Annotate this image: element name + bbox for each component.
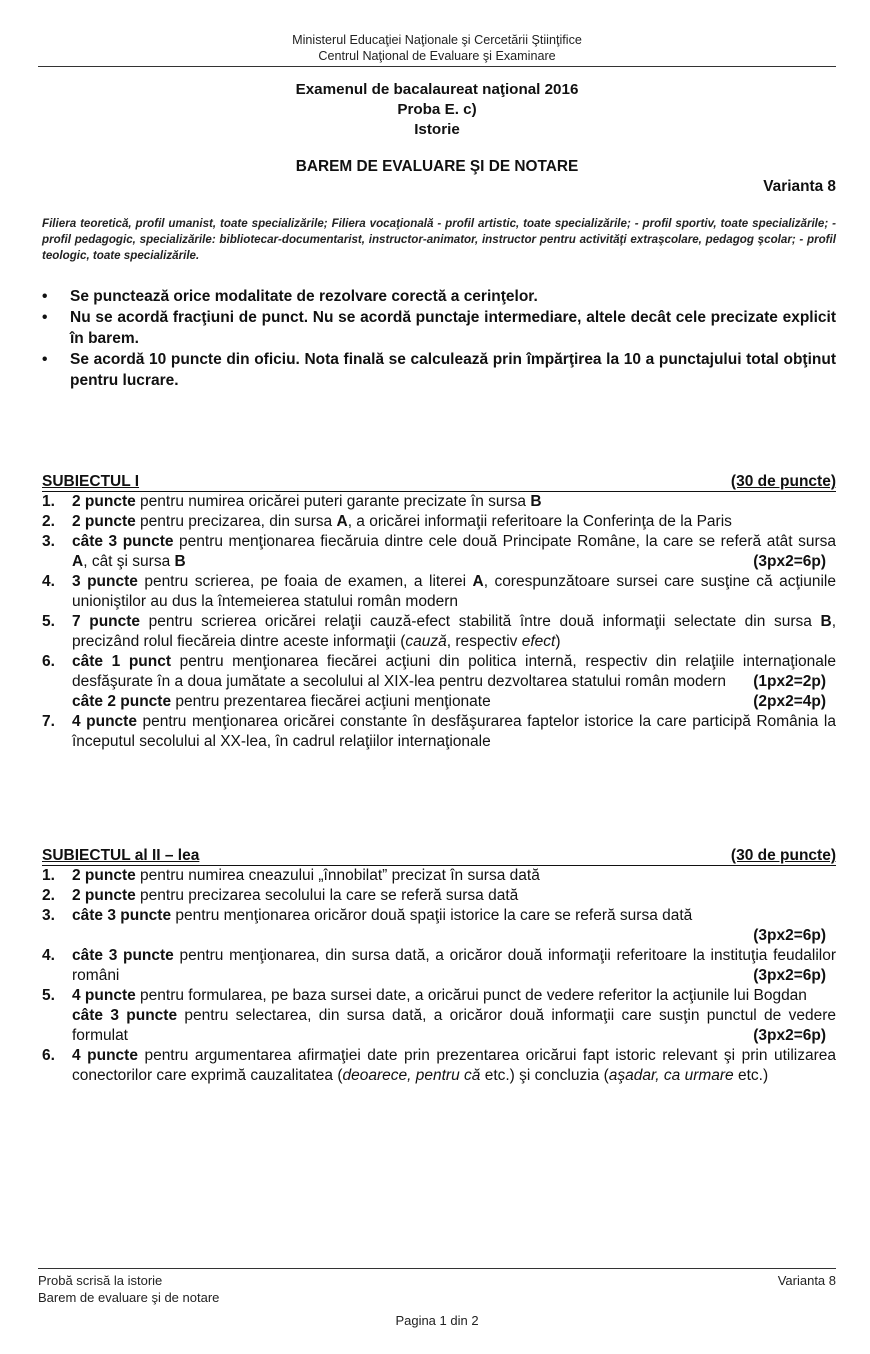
exam-title-block [38,80,836,140]
rule-item: • Se acordă 10 puncte din oficiu. Nota finală se calculează prin împărţirea la 10 a punctajului total obţinut pentru lucrare. [42,351,836,389]
document-header [38,32,836,67]
list-item: 7. 4 puncte pentru menţionarea oricărei constante în desfăşurarea faptelor istorice la care participă România la începutul secolului al XX-lea, în cadrul relaţiilor internaţionale [42,713,836,750]
bullet-icon: • [42,309,48,326]
subject-2-items [42,866,836,1086]
subject-1-header [42,473,836,492]
points-value: (3px2=6p) [753,1027,826,1044]
points-value: (3px2=6p) [753,967,826,984]
footer-exam-name: Probă scrisă la istorie [38,1273,163,1288]
subject-1 [42,473,836,752]
footer-variant: Varianta 8 [777,1273,836,1288]
rule-item: • Nu se acordă fracţiuni de punct. Nu se acordă punctaje intermediare, altele decât cele precizate explicit în barem. [42,309,836,347]
variant-label: Varianta 8 [763,178,836,195]
center-name: Centrul Naţional de Evaluare şi Examinare [318,49,556,63]
points-value: (1px2=2p) [753,673,826,690]
list-item: 1. 2 puncte pentru numirea oricărei puteri garante precizate în sursa B [42,493,542,510]
rule-item: • Se punctează orice modalitate de rezolvare corectă a cerinţelor. [42,288,538,305]
exam-title: Examenul de bacalaureat naţional 2016 [295,81,579,98]
document-footer [38,1268,836,1329]
rules-list [42,286,836,391]
points-value: (2px2=4p) [753,693,826,710]
subject-1-items [42,492,836,752]
list-item: 2. 2 puncte pentru precizarea secolului la care se referă sursa dată [42,887,519,904]
footer-barem-name: Barem de evaluare şi de notare [38,1290,220,1305]
subject-1-points: (30 de puncte) [730,473,836,490]
list-item: 4. 3 puncte pentru scrierea, pe foaia de examen, a literei A, corespunzătoare sursei care susţine că acţiunile unioniştilor au dus la întemeierea statului român modern [42,573,836,610]
exam-subject: Istorie [414,121,460,138]
list-item: 4. câte 3 puncte pentru menţionarea, din sursa dată, a oricăror două informaţii referitoare la instituţia feudalilor români (3px2=6p) [42,947,836,984]
points-value: (3px2=6p) [753,927,826,944]
ministry-name: Ministerul Educaţiei Naţionale şi Cercetării Ştiinţifice [292,33,582,47]
subject-2 [42,847,836,1086]
bullet-icon: • [42,351,48,368]
exam-proba: Proba E. c) [397,101,477,118]
subject-2-points: (30 de puncte) [730,847,836,864]
points-value: (3px2=6p) [753,553,826,570]
subject-2-title: SUBIECTUL al II – lea [42,847,200,864]
list-item: 5. 4 puncte pentru formularea, pe baza sursei date, a oricărui punct de vedere referitor la acţiunile lui Bogdan câte 3 puncte pentru selectarea, din sursa dată, a oricăror două informaţii care susţin punctul de vedere formulat (3px2=6p) [42,987,837,1044]
list-item: 6. 4 puncte pentru argumentarea afirmaţiei date prin prezentarea oricărui fapt istoric relevant şi prin utilizarea conectorilor care exprimă cauzalitatea (deoarece, pentru că etc.) şi concluzia (aşadar, ca urmare etc.) [42,1047,836,1084]
subject-2-header [42,847,836,866]
filiera-text: Filiera teoretică, profil umanist, toate specializările; Filiera vocaţională - profil artistic, toate specializările; - profil sportiv, toate specializările; - profil pedagogic, specializările: bibliotecar-documentarist, instructor-animator, instructor pentru activităţi extraşcolare, pedagog şcolar; - profil teologic, toate specializările. [42,217,836,262]
page-number: Pagina 1 din 2 [395,1313,479,1328]
bullet-icon: • [42,288,48,305]
list-item: 1. 2 puncte pentru numirea cneazului „înnobilat” precizat în sursa dată [42,867,540,884]
list-item: 5. 7 puncte pentru scrierea oricărei relaţii cauză-efect stabilită între două informaţii selectate din sursa B, precizând rolul fiecăreia dintre aceste informaţii (cauză, respectiv efect) [42,613,836,650]
list-item: 2. 2 puncte pentru precizarea, din sursa A, a oricărei informaţii referitoare la Conferinţa de la Paris [42,513,732,530]
subject-1-title: SUBIECTUL I [42,473,140,490]
list-item: 3. câte 3 puncte pentru menţionarea fiecăruia dintre cele două Principate Române, la care se referă atât sursa A, cât şi sursa B (3px2=6p) [42,533,836,570]
barem-title: BAREM DE EVALUARE ŞI DE NOTARE [295,158,579,175]
list-item: 3. câte 3 puncte pentru menţionarea oricăror două spaţii istorice la care se referă sursa dată (3px2=6p) [42,906,836,946]
list-item: 6. câte 1 punct pentru menţionarea fiecărei acţiuni din politica internă, respectiv din relaţiile internaţionale desfăşurate în a doua jumătate a secolului al XIX-lea pentru dezvoltarea statului român modern (1px2=2p) câte 2 puncte pentru prezentarea fiecărei acţiuni menţionate (2px2=4p) [42,653,836,710]
